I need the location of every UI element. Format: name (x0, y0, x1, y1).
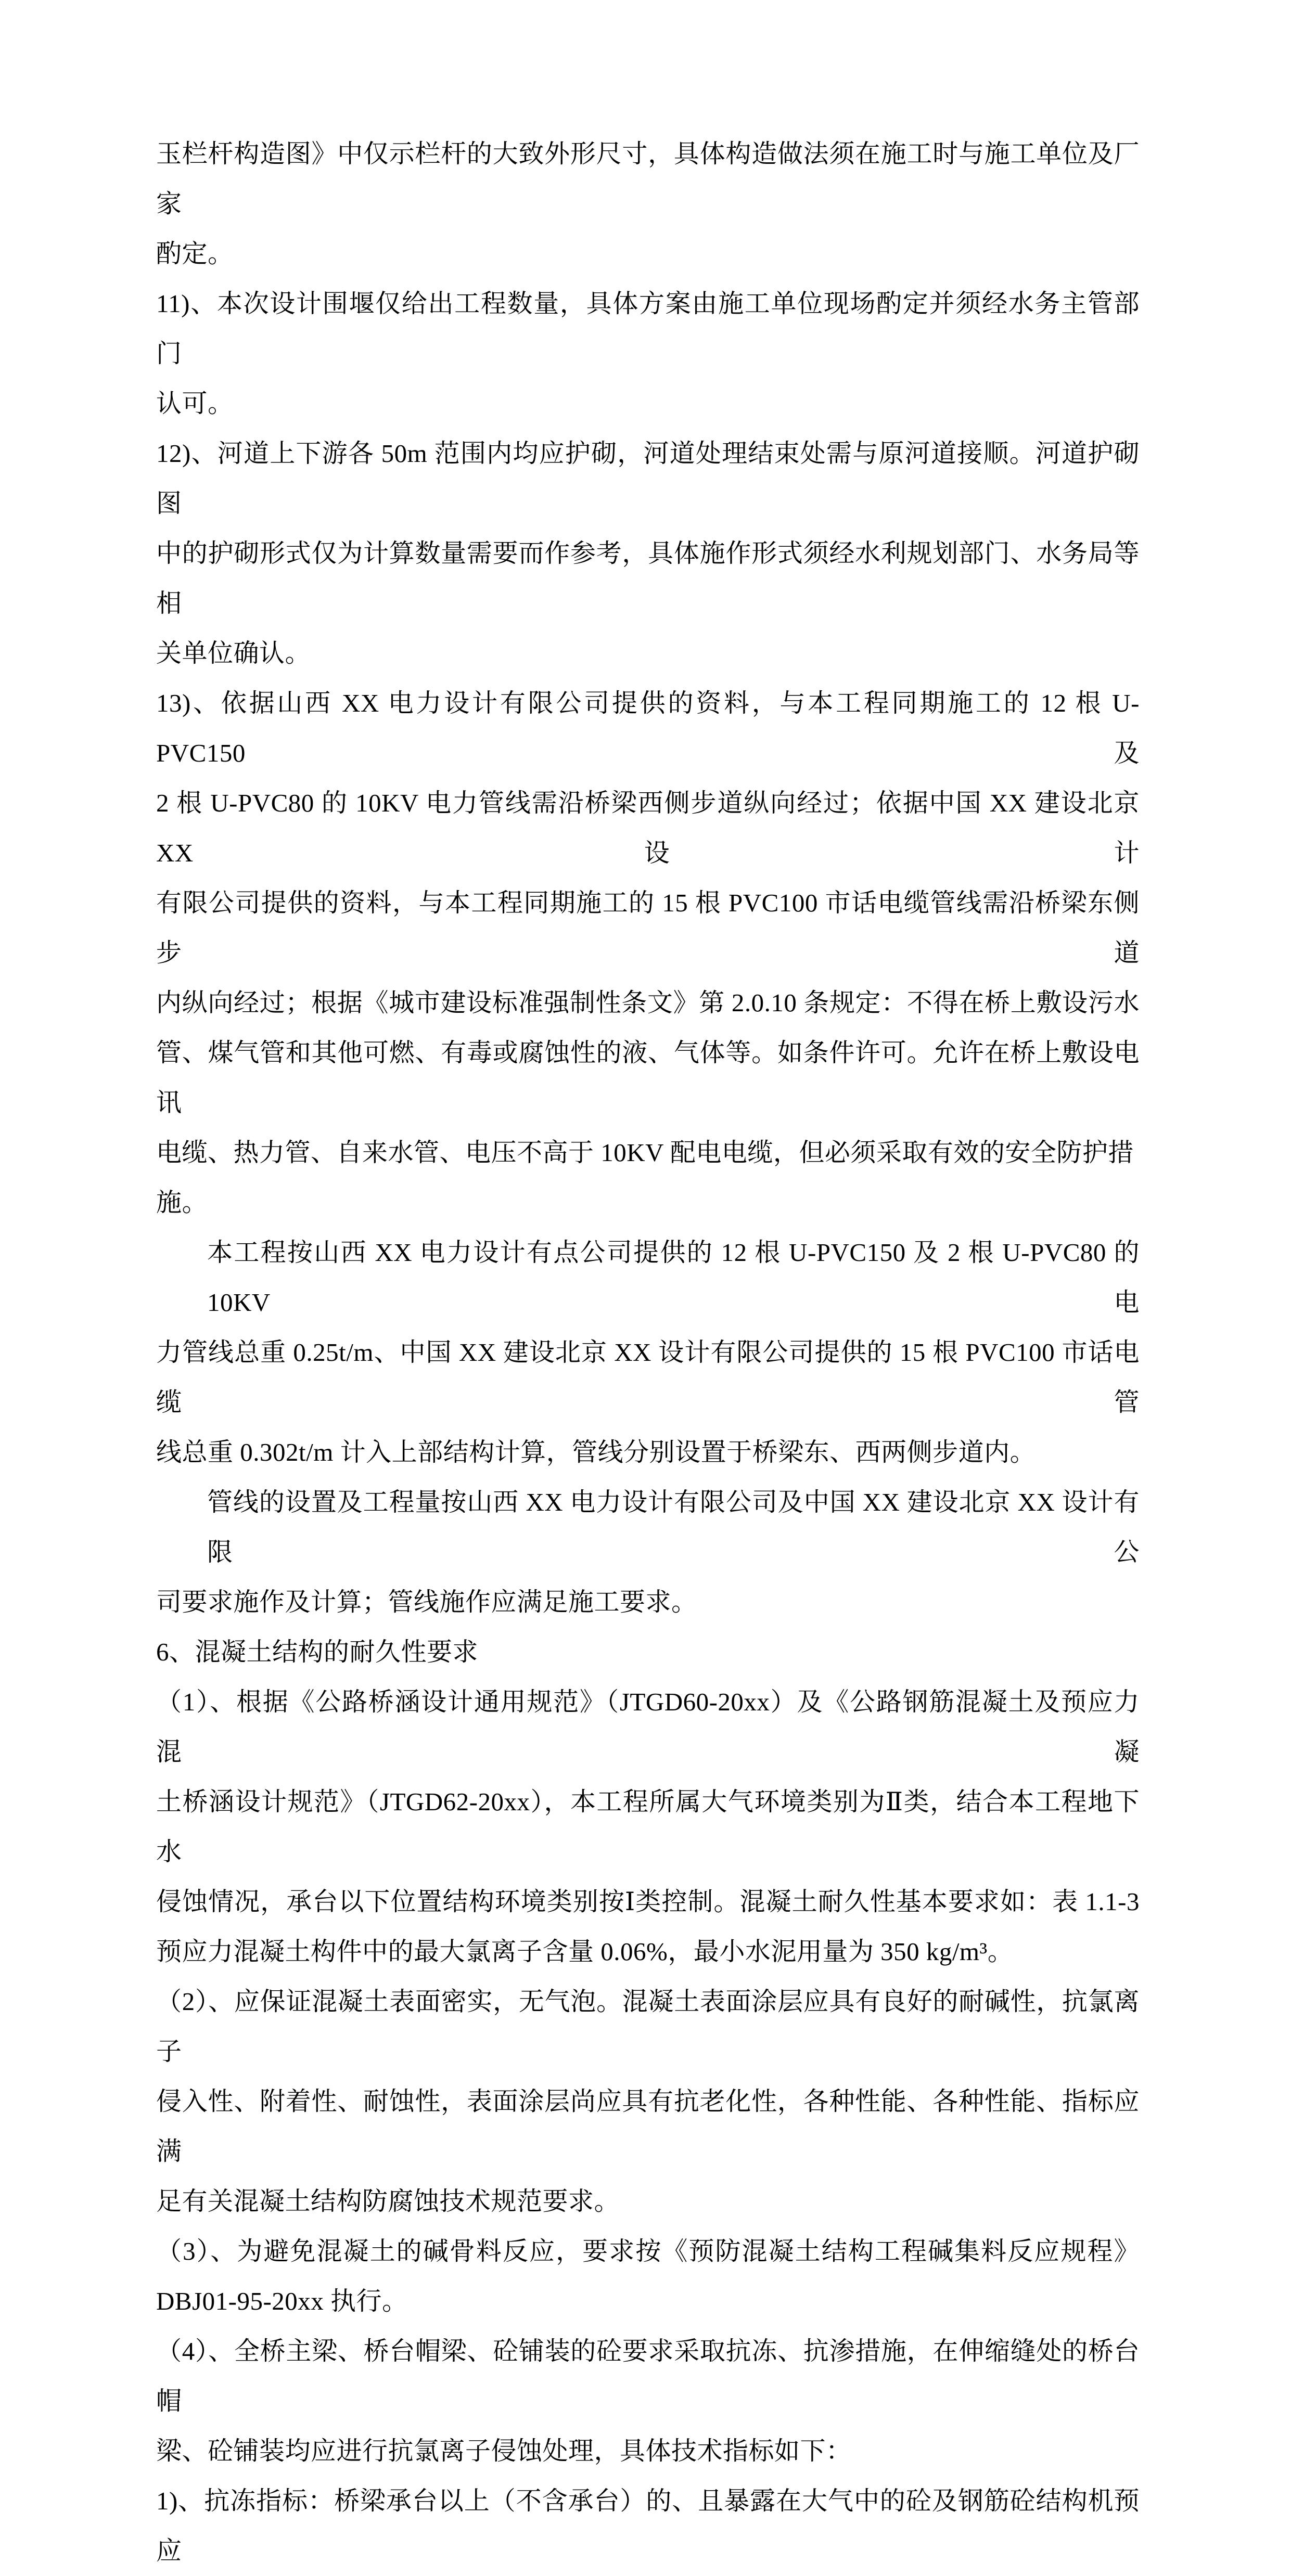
text-line: 管、煤气管和其他可燃、有毒或腐蚀性的液、气体等。如条件许可。允许在桥上敷设电讯 (156, 1038, 1140, 1117)
text-line: 管线的设置及工程量按山西 XX 电力设计有限公司及中国 XX 建设北京 XX 设计有限公 (207, 1488, 1140, 1566)
text-line: 关单位确认。 (156, 639, 311, 667)
text-line: （2）、应保证混凝土表面密实，无气泡。混凝土表面涂层应具有良好的耐碱性，抗氯离子 (156, 1987, 1140, 2066)
text-line: 内纵向经过；根据《城市建设标准强制性条文》第 2.0.10 条规定：不得在桥上敷设污水 (156, 988, 1140, 1017)
text-line: 足有关混凝土结构防腐蚀技术规范要求。 (156, 2187, 620, 2216)
text-line: 13)、依据山西 XX 电力设计有限公司提供的资料，与本工程同期施工的 12 根 U-PVC150 及 (156, 689, 1140, 767)
text-line: 1)、抗冻指标：桥梁承台以上（不含承台）的、且暴露在大气中的砼及钢筋砼结构机预应 (156, 2487, 1140, 2565)
text-line: 司要求施作及计算；管线施作应满足施工要求。 (156, 1588, 697, 1616)
text-line: （1）、根据《公路桥涵设计通用规范》（JTGD60-20xx）及《公路钢筋混凝土及预应力混凝 (156, 1688, 1140, 1766)
text-line: （3）、为避免混凝土的碱骨料反应，要求按《预防混凝土结构工程碱集料反应规程》 (156, 2237, 1140, 2265)
text-line: 12)、河道上下游各 50m 范围内均应护砌，河道处理结束处需与原河道接顺。河道护砌图 (156, 439, 1140, 518)
text-line: 有限公司提供的资料，与本工程同期施工的 15 根 PVC100 市话电缆管线需沿桥梁东侧步道 (156, 888, 1140, 967)
text-line: 酌定。 (156, 239, 234, 268)
text-line: 土桥涵设计规范》（JTGD62-20xx），本工程所属大气环境类别为Ⅱ类，结合本工程地下水 (156, 1787, 1140, 1866)
document-body (156, 129, 1140, 2576)
text-line: 11)、本次设计围堰仅给出工程数量，具体方案由施工单位现场酌定并须经水务主管部门 (156, 289, 1140, 368)
text-line: 侵蚀情况，承台以下位置结构环境类别按Ⅰ类控制。混凝土耐久性基本要求如：表 1.1-3 (156, 1887, 1140, 1916)
text-line: 认可。 (156, 389, 234, 418)
text-line: 中的护砌形式仅为计算数量需要而作参考，具体施作形式须经水利规划部门、水务局等相 (156, 539, 1140, 617)
text-line: 侵入性、附着性、耐蚀性，表面涂层尚应具有抗老化性，各种性能、各种性能、指标应满 (156, 2087, 1140, 2166)
text-line: 梁、砼铺装均应进行抗氯离子侵蚀处理，具体技术指标如下： (156, 2437, 852, 2465)
section-heading: 6、混凝土结构的耐久性要求 (156, 1638, 479, 1666)
text-line: 玉栏杆构造图》中仅示栏杆的大致外形尺寸，具体构造做法须在施工时与施工单位及厂家 (156, 139, 1140, 218)
text-line: （4）、全桥主梁、桥台帽梁、砼铺装的砼要求采取抗冻、抗渗措施，在伸缩缝处的桥台帽 (156, 2337, 1140, 2415)
text-line: 本工程按山西 XX 电力设计有点公司提供的 12 根 U-PVC150 及 2 根 U-PVC80 的 10KV 电 (207, 1238, 1140, 1317)
text-line: DBJ01-95-20xx 执行。 (156, 2287, 408, 2315)
text-line: 力管线总重 0.25t/m、中国 XX 建设北京 XX 设计有限公司提供的 15 根 PVC100 市话电缆管 (156, 1338, 1140, 1416)
text-line: 2 根 U-PVC80 的 10KV 电力管线需沿桥梁西侧步道纵向经过；依据中国 XX 建设北京 XX 设计 (156, 789, 1140, 867)
text-line: 预应力混凝土构件中的最大氯离子含量 0.06%，最小水泥用量为 350 kg/m³。 (156, 1937, 1014, 1966)
text-line: 电缆、热力管、自来水管、电压不高于 10KV 配电电缆，但必须采取有效的安全防护措施。 (156, 1138, 1134, 1217)
text-line: 线总重 0.302t/m 计入上部结构计算，管线分别设置于桥梁东、西两侧步道内。 (156, 1438, 1036, 1466)
